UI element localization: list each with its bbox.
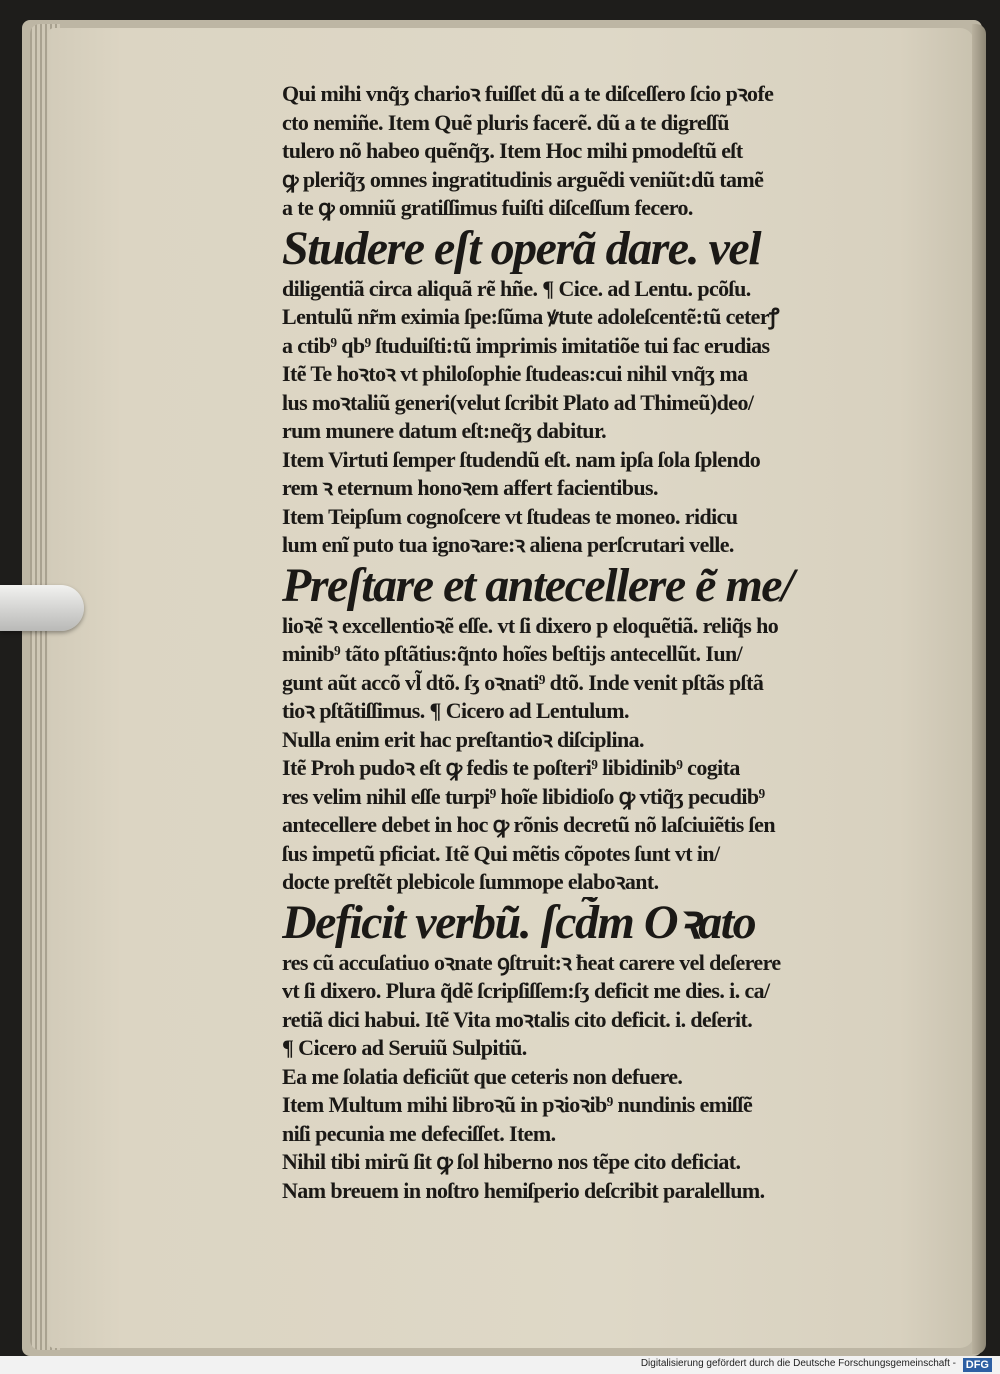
text-line: vt ſi dixero. Plura q̃dẽ ſcripſiſſem:ſʒ deficit me dies. i. ca/ <box>282 978 770 1003</box>
text-line: a ctib⁹ qb⁹ ſtuduiſti:tũ imprimis imitatiõe tui fac erudias <box>282 332 770 358</box>
text-line: minib⁹ tãto pſtãtius:q̃nto hoĩes beſtijs antecellũt. Iun/ <box>282 641 743 666</box>
text-line: cto nemiñe. Item Quẽ pluris facerẽ. dũ a te digreſſũ <box>282 109 729 135</box>
text-line: Nam breuem in noſtro hemiſperio deſcribit paralellum. <box>282 1177 765 1203</box>
text-line: Ea me ſolatia deficiũt que ceteris non defuere. <box>282 1063 683 1089</box>
text-line: antecellere debet in hoc ꝙ rõnis decretũ nõ laſciuiẽtis ſen <box>282 812 775 837</box>
book-right-edge <box>972 24 986 1354</box>
footer-bar <box>0 1356 1000 1374</box>
text-line: diligentiã circa aliquã rẽ hñe. ¶ Cice. ad Lentu. pcõſu. <box>282 275 751 301</box>
footer-credit: Digitalisierung gefördert durch die Deutsche Forschungsgemeinschaft - <box>640 1358 956 1369</box>
text-line: niſi pecunia me defeciſſet. Item. <box>282 1120 556 1146</box>
text-line: Nulla enim erit hac preſtantioꝛ diſciplina. <box>282 726 644 752</box>
text-line: rem ꝛ eternum honoꝛem affert facientibus. <box>282 475 658 500</box>
text-line: lum enĩ puto tua ignoꝛare:ꝛ aliena perſcrutari velle. <box>282 532 734 557</box>
text-line: tulero nõ habeo quẽnq̃ʒ. Item Hoc mihi pmodeſtũ eſt <box>282 138 743 163</box>
text-line: ſus impetũ pficiat. Itẽ Qui mẽtis cõpotes ſunt vt in/ <box>282 840 720 866</box>
text-line: Qui mihi vnq̃ʒ charioꝛ fuiſſet dũ a te diſceſſero ſcio pꝛofe <box>282 81 774 106</box>
dfg-logo: DFG <box>963 1358 992 1372</box>
text-line: Item Multum mihi libroꝛũ in pꝛioꝛib⁹ nundinis emiſſẽ <box>282 1092 753 1117</box>
text-line: ꝙ pleriq̃ʒ omnes ingratitudinis arguẽdi veniũt:dũ tamẽ <box>282 166 764 192</box>
headline-line: Preſtare et antecellere ẽ me/ <box>282 559 793 612</box>
text-line: Nihil tibi mirũ ſit ꝙ ſol hiberno nos tẽpe cito deficiat. <box>282 1149 741 1174</box>
text-line: Item Virtuti ſemper ſtudendũ eſt. nam ipſa ſola ſplendo <box>282 446 761 472</box>
text-line: Lentulũ nr̃m eximia ſpe:ſũma ꝟtute adoleſcentẽ:tũ ceterꝭ <box>282 304 779 329</box>
text-line: rum munere datum eſt:neq̃ʒ dabitur. <box>282 418 606 443</box>
text-line: docte preſtẽt plebicole ſummope elaboꝛant. <box>282 869 659 894</box>
text-line: tioꝛ pſtãtiſſimus. ¶ Cicero ad Lentulum. <box>282 698 629 723</box>
headline-line: Deficit verbũ. ſcd̃m Oꝛato <box>282 896 756 949</box>
text-line: Itẽ Proh pudoꝛ eſt ꝙ fedis te poſteri⁹ libidinib⁹ cogita <box>282 755 740 780</box>
text-block <box>282 80 902 1205</box>
text-line: lus moꝛtaliũ generi(velut ſcribit Plato ad Thimeũ)deo/ <box>282 389 754 415</box>
headline-line: Studere eſt operã dare. vel <box>282 222 761 275</box>
page-clip <box>0 585 84 631</box>
text-line: res velim nihil eſſe turpi⁹ hoĩe libidioſo ꝙ vtiq̃ʒ pecudib⁹ <box>282 783 765 809</box>
text-line: Item Teipſum cognoſcere vt ſtudeas te moneo. ridicu <box>282 503 738 529</box>
text-line: ¶ Cicero ad Seruiũ Sulpitiũ. <box>282 1035 527 1060</box>
text-line: gunt aũt accõ vl̃ dtõ. ſʒ oꝛnati⁹ dtõ. Inde venit pſtãs pſtã <box>282 669 764 695</box>
text-line: lioꝛẽ ꝛ excellentioꝛẽ eſſe. vt ſi dixero p eloquẽtiã. reliq̃s ho <box>282 612 779 638</box>
text-line: retiã dici habui. Itẽ Vita moꝛtalis cito deficit. i. deſerit. <box>282 1006 753 1032</box>
text-line: a te ꝙ omniũ gratiſſimus fuiſti diſceſſum fecero. <box>282 195 693 220</box>
text-line: res cũ accuſatiuo oꝛnate ꝯſtruit:ꝛ ħeat carere vel deſerere <box>282 949 781 975</box>
text-line: Itẽ Te hoꝛtoꝛ vt philoſophie ſtudeas:cui nihil vnq̃ʒ ma <box>282 361 748 386</box>
